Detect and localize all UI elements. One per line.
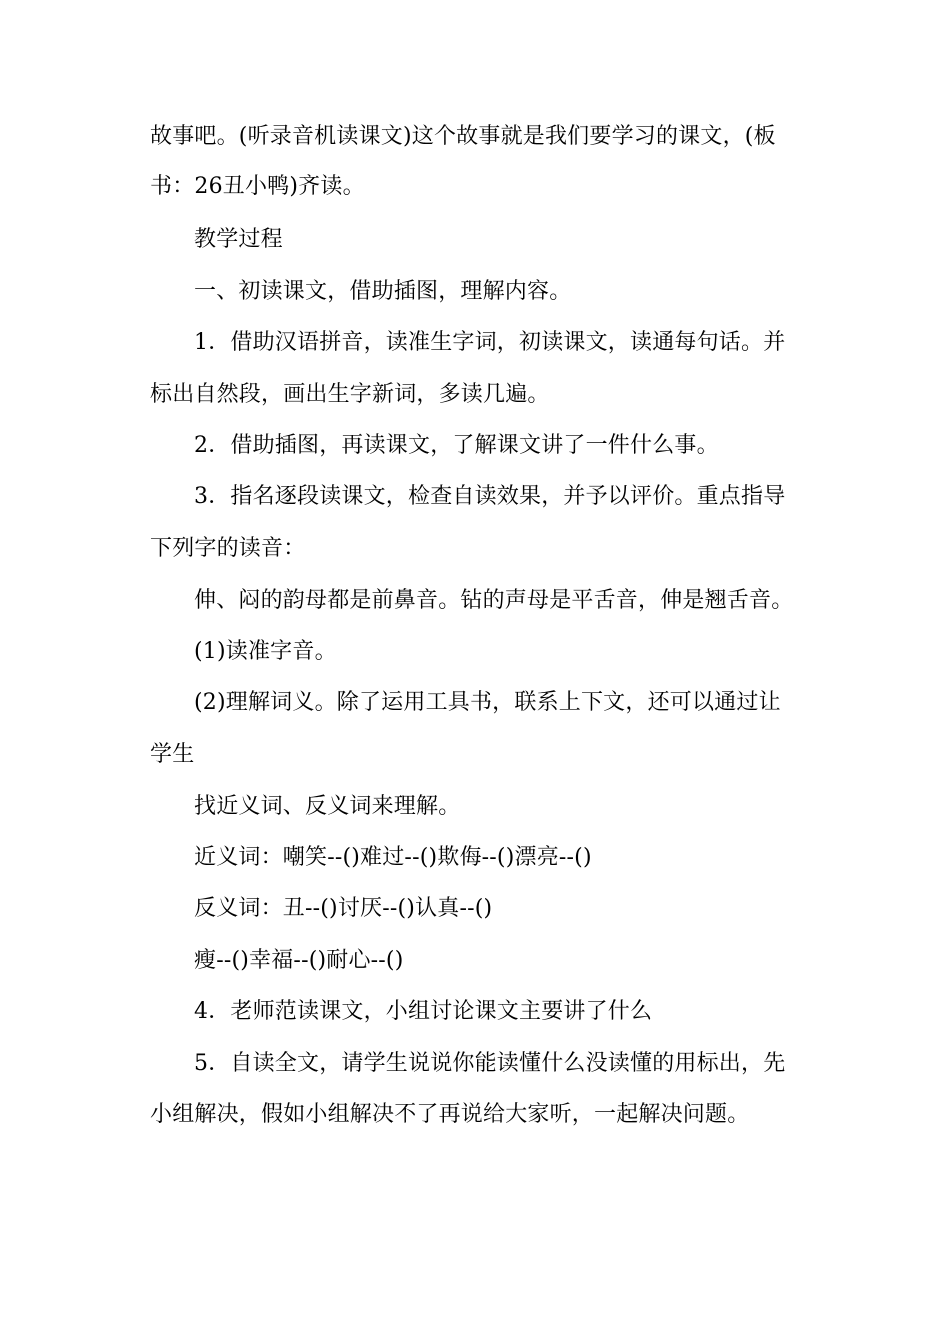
paragraph-line: 小组解决，假如小组解决不了再说给大家听，一起解决问题。	[150, 1102, 750, 1127]
paragraph-line: 1．借助汉语拼音，读准生字词，初读课文，读通每句话。并	[194, 330, 786, 355]
paragraph-line: 标出自然段，画出生字新词，多读几遍。	[150, 382, 550, 407]
paragraph-line: 书：26丑小鸭)齐读。	[150, 174, 365, 199]
paragraph-line: 伸、闷的韵母都是前鼻音。钻的声母是平舌音，伸是翘舌音。	[194, 588, 794, 613]
paragraph-line: 反义词：丑--()讨厌--()认真--()	[194, 896, 493, 921]
section-heading: 教学过程	[194, 227, 283, 252]
paragraph-line: 5．自读全文，请学生说说你能读懂什么没读懂的用标出，先	[194, 1051, 786, 1076]
paragraph-line: 下列字的读音：	[150, 536, 306, 561]
paragraph-line: 找近义词、反义词来理解。	[194, 794, 461, 819]
paragraph-line: 2．借助插图，再读课文，了解课文讲了一件什么事。	[194, 433, 719, 458]
paragraph-line: 瘦--()幸福--()耐心--()	[194, 948, 404, 973]
paragraph-line: 近义词：嘲笑--()难过--()欺侮--()漂亮--()	[194, 845, 592, 870]
paragraph-line: (2)理解词义。除了运用工具书，联系上下文，还可以通过让	[194, 690, 781, 715]
paragraph-line: 4．老师范读课文，小组讨论课文主要讲了什么	[194, 999, 653, 1024]
paragraph-line: 故事吧。(听录音机读课文)这个故事就是我们要学习的课文，(板	[150, 124, 776, 149]
paragraph-line: 3．指名逐段读课文，检查自读效果，并予以评价。重点指导	[194, 484, 786, 509]
paragraph-line: 学生	[150, 742, 195, 767]
subsection-heading: 一、初读课文，借助插图，理解内容。	[194, 279, 572, 304]
paragraph-line: (1)读准字音。	[194, 639, 337, 664]
